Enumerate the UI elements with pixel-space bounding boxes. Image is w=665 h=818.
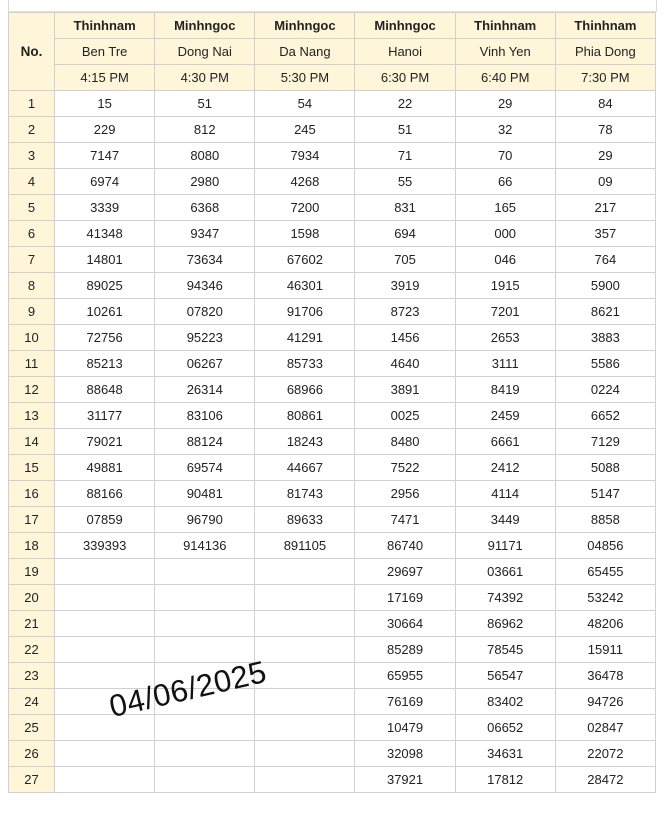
row-number: 26 bbox=[9, 741, 55, 767]
city-header: Dong Nai bbox=[155, 39, 255, 65]
city-header: Phia Dong bbox=[555, 39, 655, 65]
row-number: 10 bbox=[9, 325, 55, 351]
result-cell: 65455 bbox=[555, 559, 655, 585]
result-cell: 83106 bbox=[155, 403, 255, 429]
table-row bbox=[9, 377, 656, 403]
result-cell: 10261 bbox=[55, 299, 155, 325]
result-cell: 80861 bbox=[255, 403, 355, 429]
result-cell: 339393 bbox=[55, 533, 155, 559]
table-row bbox=[9, 91, 656, 117]
result-cell bbox=[155, 559, 255, 585]
result-cell: 36478 bbox=[555, 663, 655, 689]
result-cell bbox=[255, 663, 355, 689]
result-cell: 7934 bbox=[255, 143, 355, 169]
result-cell: 3883 bbox=[555, 325, 655, 351]
result-cell: 71 bbox=[355, 143, 455, 169]
result-cell: 891105 bbox=[255, 533, 355, 559]
table-row bbox=[9, 507, 656, 533]
table-row bbox=[9, 663, 656, 689]
result-cell: 94726 bbox=[555, 689, 655, 715]
result-cell: 51 bbox=[155, 91, 255, 117]
result-cell: 54 bbox=[255, 91, 355, 117]
result-cell: 15911 bbox=[555, 637, 655, 663]
result-cell: 86740 bbox=[355, 533, 455, 559]
table-row bbox=[9, 533, 656, 559]
table-row bbox=[9, 273, 656, 299]
result-cell: 0224 bbox=[555, 377, 655, 403]
result-cell: 1456 bbox=[355, 325, 455, 351]
result-cell: 217 bbox=[555, 195, 655, 221]
result-cell: 8723 bbox=[355, 299, 455, 325]
provider-header: Minhngoc bbox=[155, 13, 255, 39]
result-cell: 32098 bbox=[355, 741, 455, 767]
city-header: Hanoi bbox=[355, 39, 455, 65]
result-cell: 78 bbox=[555, 117, 655, 143]
result-cell bbox=[155, 585, 255, 611]
row-number: 17 bbox=[9, 507, 55, 533]
row-number: 24 bbox=[9, 689, 55, 715]
provider-header: Thinhnam bbox=[555, 13, 655, 39]
result-cell: 17812 bbox=[455, 767, 555, 793]
result-cell: 8858 bbox=[555, 507, 655, 533]
result-cell: 7522 bbox=[355, 455, 455, 481]
result-cell: 046 bbox=[455, 247, 555, 273]
city-header: Ben Tre bbox=[55, 39, 155, 65]
result-cell: 2459 bbox=[455, 403, 555, 429]
provider-row bbox=[9, 13, 656, 39]
result-cell bbox=[155, 611, 255, 637]
row-number: 7 bbox=[9, 247, 55, 273]
table-row bbox=[9, 689, 656, 715]
result-cell bbox=[255, 559, 355, 585]
result-cell: 07859 bbox=[55, 507, 155, 533]
result-cell: 72756 bbox=[55, 325, 155, 351]
result-cell bbox=[155, 741, 255, 767]
result-cell: 8480 bbox=[355, 429, 455, 455]
time-row bbox=[9, 65, 656, 91]
result-cell: 22 bbox=[355, 91, 455, 117]
result-cell: 14801 bbox=[55, 247, 155, 273]
result-cell: 67602 bbox=[255, 247, 355, 273]
result-cell bbox=[255, 767, 355, 793]
result-cell: 06652 bbox=[455, 715, 555, 741]
city-header: Vinh Yen bbox=[455, 39, 555, 65]
row-number: 5 bbox=[9, 195, 55, 221]
result-cell: 29 bbox=[455, 91, 555, 117]
result-cell: 17169 bbox=[355, 585, 455, 611]
row-number: 20 bbox=[9, 585, 55, 611]
result-cell: 2956 bbox=[355, 481, 455, 507]
result-cell bbox=[55, 637, 155, 663]
top-border-strip bbox=[8, 0, 657, 12]
table-row bbox=[9, 455, 656, 481]
table-row bbox=[9, 195, 656, 221]
result-cell bbox=[55, 767, 155, 793]
result-cell: 03661 bbox=[455, 559, 555, 585]
row-number: 1 bbox=[9, 91, 55, 117]
table-row bbox=[9, 559, 656, 585]
result-cell: 7200 bbox=[255, 195, 355, 221]
result-cell: 3339 bbox=[55, 195, 155, 221]
row-number: 3 bbox=[9, 143, 55, 169]
result-cell: 6661 bbox=[455, 429, 555, 455]
result-cell: 91171 bbox=[455, 533, 555, 559]
table-row bbox=[9, 741, 656, 767]
result-cell: 91706 bbox=[255, 299, 355, 325]
result-cell: 6974 bbox=[55, 169, 155, 195]
result-cell: 705 bbox=[355, 247, 455, 273]
table-row bbox=[9, 481, 656, 507]
result-cell: 29697 bbox=[355, 559, 455, 585]
result-cell: 09 bbox=[555, 169, 655, 195]
result-cell: 89633 bbox=[255, 507, 355, 533]
row-number: 23 bbox=[9, 663, 55, 689]
result-cell: 3449 bbox=[455, 507, 555, 533]
result-cell: 000 bbox=[455, 221, 555, 247]
table-row bbox=[9, 169, 656, 195]
result-cell: 78545 bbox=[455, 637, 555, 663]
draw-time-header: 6:30 PM bbox=[355, 65, 455, 91]
row-number: 22 bbox=[9, 637, 55, 663]
result-cell: 9347 bbox=[155, 221, 255, 247]
result-cell: 74392 bbox=[455, 585, 555, 611]
table-row bbox=[9, 429, 656, 455]
result-cell bbox=[55, 585, 155, 611]
row-number: 16 bbox=[9, 481, 55, 507]
table-row bbox=[9, 325, 656, 351]
result-cell: 73634 bbox=[155, 247, 255, 273]
result-cell: 5586 bbox=[555, 351, 655, 377]
draw-time-header: 5:30 PM bbox=[255, 65, 355, 91]
result-cell bbox=[55, 559, 155, 585]
result-cell: 37921 bbox=[355, 767, 455, 793]
row-number: 13 bbox=[9, 403, 55, 429]
result-cell: 2412 bbox=[455, 455, 555, 481]
result-cell: 85733 bbox=[255, 351, 355, 377]
result-cell: 85213 bbox=[55, 351, 155, 377]
result-cell bbox=[255, 637, 355, 663]
result-cell: 34631 bbox=[455, 741, 555, 767]
result-cell bbox=[255, 689, 355, 715]
table-row bbox=[9, 611, 656, 637]
result-cell: 6652 bbox=[555, 403, 655, 429]
result-cell: 88124 bbox=[155, 429, 255, 455]
row-number: 11 bbox=[9, 351, 55, 377]
result-cell: 3919 bbox=[355, 273, 455, 299]
row-number: 21 bbox=[9, 611, 55, 637]
table-row bbox=[9, 221, 656, 247]
provider-header: Minhngoc bbox=[355, 13, 455, 39]
result-cell: 8419 bbox=[455, 377, 555, 403]
result-cell: 83402 bbox=[455, 689, 555, 715]
result-cell: 22072 bbox=[555, 741, 655, 767]
result-cell: 4640 bbox=[355, 351, 455, 377]
result-cell: 7201 bbox=[455, 299, 555, 325]
result-cell: 85289 bbox=[355, 637, 455, 663]
table-row bbox=[9, 117, 656, 143]
table-row bbox=[9, 585, 656, 611]
provider-header: Thinhnam bbox=[55, 13, 155, 39]
row-number: 6 bbox=[9, 221, 55, 247]
result-cell: 3111 bbox=[455, 351, 555, 377]
result-cell: 79021 bbox=[55, 429, 155, 455]
row-number: 18 bbox=[9, 533, 55, 559]
number-column-header: No. bbox=[9, 13, 55, 91]
result-cell: 29 bbox=[555, 143, 655, 169]
result-cell: 3891 bbox=[355, 377, 455, 403]
result-cell: 4114 bbox=[455, 481, 555, 507]
result-cell: 15 bbox=[55, 91, 155, 117]
result-cell: 66 bbox=[455, 169, 555, 195]
result-cell: 95223 bbox=[155, 325, 255, 351]
result-cell bbox=[55, 741, 155, 767]
row-number: 15 bbox=[9, 455, 55, 481]
city-header: Da Nang bbox=[255, 39, 355, 65]
result-cell: 5900 bbox=[555, 273, 655, 299]
result-cell: 96790 bbox=[155, 507, 255, 533]
result-cell bbox=[255, 715, 355, 741]
table-row bbox=[9, 351, 656, 377]
result-cell: 41291 bbox=[255, 325, 355, 351]
table-row bbox=[9, 143, 656, 169]
date-watermark: 04/06/2025 bbox=[106, 653, 270, 725]
result-cell: 44667 bbox=[255, 455, 355, 481]
result-cell: 90481 bbox=[155, 481, 255, 507]
result-cell: 165 bbox=[455, 195, 555, 221]
table-row bbox=[9, 247, 656, 273]
result-cell: 69574 bbox=[155, 455, 255, 481]
city-row bbox=[9, 39, 656, 65]
result-cell: 89025 bbox=[55, 273, 155, 299]
result-cell bbox=[155, 715, 255, 741]
row-number: 19 bbox=[9, 559, 55, 585]
result-cell: 229 bbox=[55, 117, 155, 143]
result-cell: 0025 bbox=[355, 403, 455, 429]
result-cell bbox=[255, 741, 355, 767]
result-cell: 5147 bbox=[555, 481, 655, 507]
result-cell: 8621 bbox=[555, 299, 655, 325]
result-cell: 70 bbox=[455, 143, 555, 169]
result-cell: 65955 bbox=[355, 663, 455, 689]
draw-time-header: 7:30 PM bbox=[555, 65, 655, 91]
result-cell: 914136 bbox=[155, 533, 255, 559]
result-cell: 94346 bbox=[155, 273, 255, 299]
row-number: 14 bbox=[9, 429, 55, 455]
result-cell: 18243 bbox=[255, 429, 355, 455]
result-cell: 10479 bbox=[355, 715, 455, 741]
row-number: 25 bbox=[9, 715, 55, 741]
result-cell: 68966 bbox=[255, 377, 355, 403]
result-cell: 49881 bbox=[55, 455, 155, 481]
result-cell: 56547 bbox=[455, 663, 555, 689]
row-number: 9 bbox=[9, 299, 55, 325]
result-cell: 84 bbox=[555, 91, 655, 117]
result-cell: 4268 bbox=[255, 169, 355, 195]
provider-header: Minhngoc bbox=[255, 13, 355, 39]
result-cell: 51 bbox=[355, 117, 455, 143]
result-cell: 831 bbox=[355, 195, 455, 221]
result-cell: 1598 bbox=[255, 221, 355, 247]
table-row bbox=[9, 403, 656, 429]
result-cell: 48206 bbox=[555, 611, 655, 637]
result-cell: 30664 bbox=[355, 611, 455, 637]
draw-time-header: 6:40 PM bbox=[455, 65, 555, 91]
result-cell: 1915 bbox=[455, 273, 555, 299]
result-cell: 245 bbox=[255, 117, 355, 143]
result-cell: 812 bbox=[155, 117, 255, 143]
result-cell: 7471 bbox=[355, 507, 455, 533]
table-row bbox=[9, 299, 656, 325]
row-number: 4 bbox=[9, 169, 55, 195]
result-cell: 2980 bbox=[155, 169, 255, 195]
result-cell: 53242 bbox=[555, 585, 655, 611]
provider-header: Thinhnam bbox=[455, 13, 555, 39]
lottery-results-table bbox=[8, 12, 656, 793]
table-header bbox=[9, 13, 656, 91]
result-cell: 04856 bbox=[555, 533, 655, 559]
result-cell: 55 bbox=[355, 169, 455, 195]
result-cell: 76169 bbox=[355, 689, 455, 715]
draw-time-header: 4:15 PM bbox=[55, 65, 155, 91]
result-cell: 81743 bbox=[255, 481, 355, 507]
result-cell: 357 bbox=[555, 221, 655, 247]
result-cell: 07820 bbox=[155, 299, 255, 325]
table-row bbox=[9, 715, 656, 741]
row-number: 2 bbox=[9, 117, 55, 143]
result-cell: 7147 bbox=[55, 143, 155, 169]
row-number: 8 bbox=[9, 273, 55, 299]
result-cell: 26314 bbox=[155, 377, 255, 403]
result-cell bbox=[255, 611, 355, 637]
table-body bbox=[9, 91, 656, 793]
row-number: 27 bbox=[9, 767, 55, 793]
result-cell: 764 bbox=[555, 247, 655, 273]
result-cell bbox=[55, 611, 155, 637]
table-row bbox=[9, 767, 656, 793]
result-cell: 02847 bbox=[555, 715, 655, 741]
result-cell: 32 bbox=[455, 117, 555, 143]
result-cell: 7129 bbox=[555, 429, 655, 455]
row-number: 12 bbox=[9, 377, 55, 403]
result-cell: 41348 bbox=[55, 221, 155, 247]
result-cell: 694 bbox=[355, 221, 455, 247]
result-cell: 8080 bbox=[155, 143, 255, 169]
result-cell: 2653 bbox=[455, 325, 555, 351]
result-cell bbox=[255, 585, 355, 611]
result-cell: 6368 bbox=[155, 195, 255, 221]
result-cell bbox=[155, 767, 255, 793]
result-cell: 06267 bbox=[155, 351, 255, 377]
result-cell: 5088 bbox=[555, 455, 655, 481]
result-cell: 46301 bbox=[255, 273, 355, 299]
result-cell: 31177 bbox=[55, 403, 155, 429]
result-cell: 88166 bbox=[55, 481, 155, 507]
result-cell: 86962 bbox=[455, 611, 555, 637]
result-cell: 88648 bbox=[55, 377, 155, 403]
result-cell: 28472 bbox=[555, 767, 655, 793]
table-row bbox=[9, 637, 656, 663]
draw-time-header: 4:30 PM bbox=[155, 65, 255, 91]
